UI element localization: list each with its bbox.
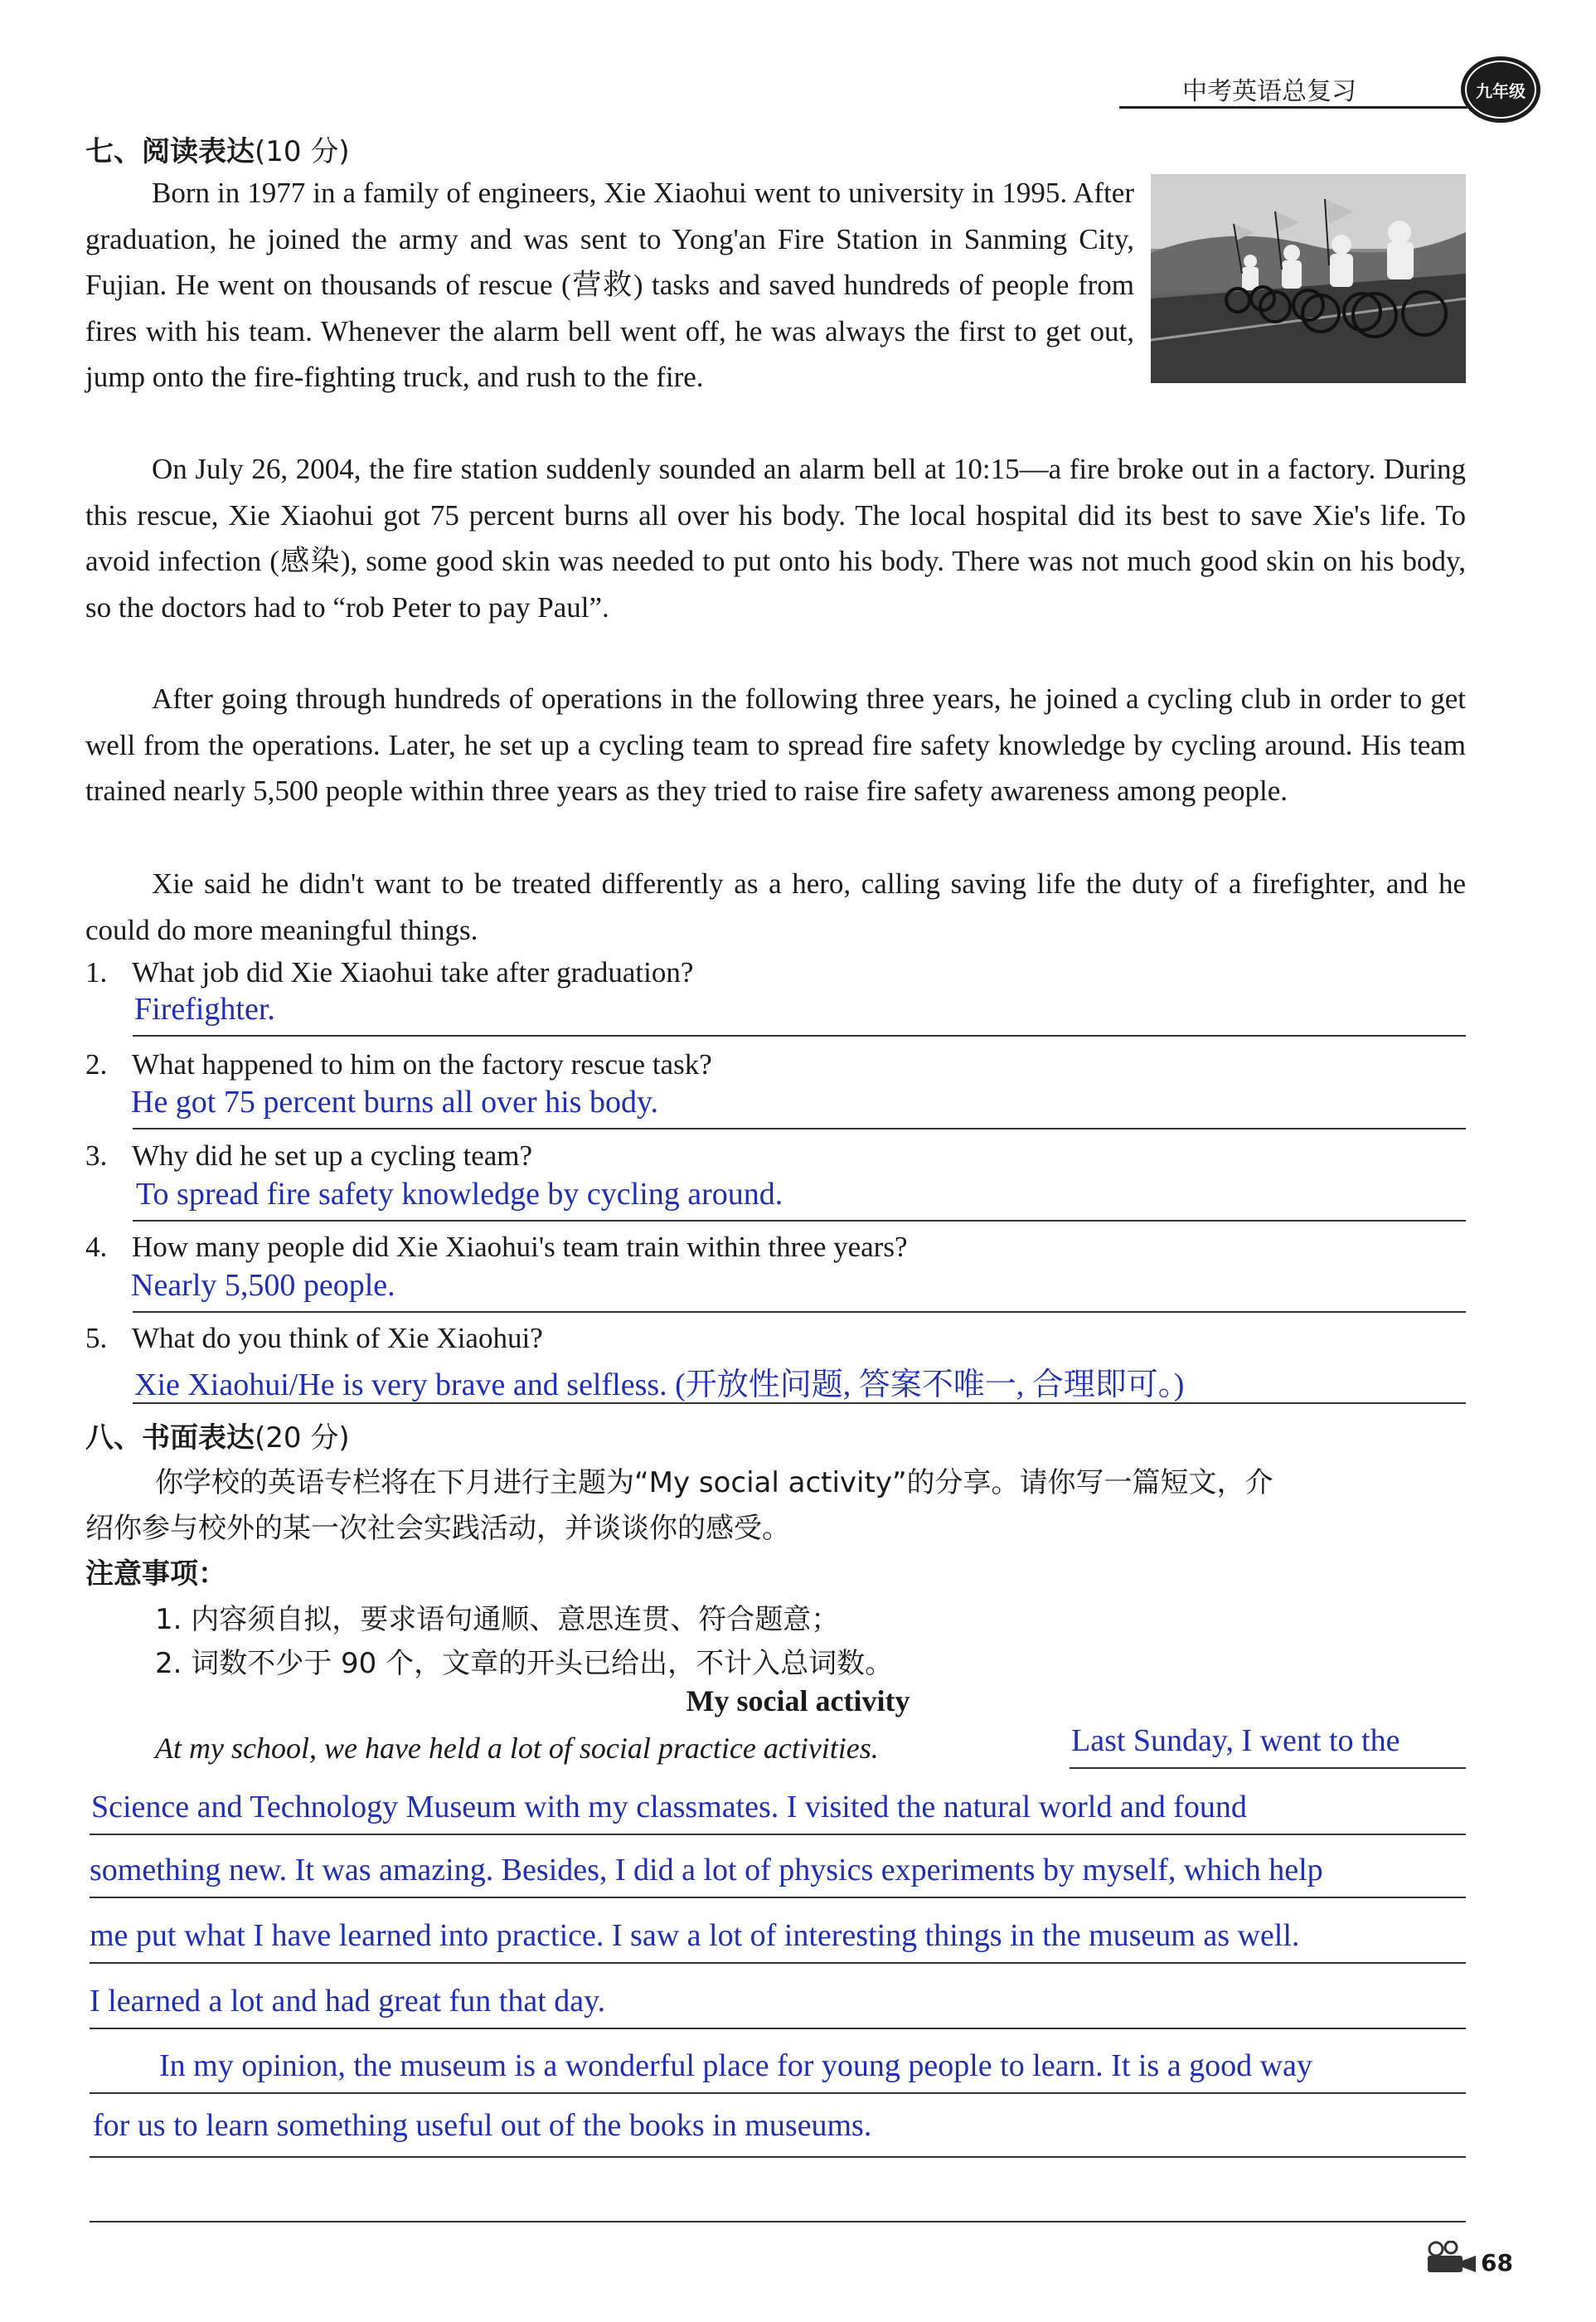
- question-number: 2.: [85, 1048, 108, 1081]
- essay-line-2: Science and Technology Museum with my classmates. I visited the natural world and found: [91, 1790, 1247, 1824]
- notes-title: 注意事项：: [85, 1557, 226, 1591]
- reading-heading-text: 七、阅读表达: [85, 135, 255, 168]
- question-4: [85, 1231, 907, 1264]
- answer-line: [133, 1311, 1466, 1313]
- reading-points: (10 分): [255, 135, 350, 168]
- answer-1: Firefighter.: [134, 992, 275, 1027]
- question-1: [85, 956, 693, 989]
- passage-paragraph-4: Xie said he didn't want to be treated differently as a hero, calling saving life the duty of a firefighter, and he could do more meaningful things.: [85, 867, 1466, 946]
- essay-line-7: for us to learn something useful out of the books in museums.: [93, 2108, 872, 2143]
- question-5: [85, 1322, 543, 1355]
- essay-line-1: Last Sunday, I went to the: [1071, 1723, 1400, 1758]
- question-number: 3.: [85, 1139, 108, 1172]
- reading-section-heading: [85, 129, 350, 169]
- passage-paragraph-1: Born in 1977 in a family of engineers, Xie Xiaohui went to university in 1995. After graduation, he joined the army and was sent to Yong'an Fire Station in Sanming City, Fujian. He went on thousands of rescue (营救) tasks and saved hundreds of people from fires with his team. Whenever the alarm bell went off, he was always the first to get out, jump onto the fire-fighting truck, and rush to the fire.: [85, 177, 1134, 393]
- writing-line: [90, 1897, 1466, 1898]
- writing-section-heading: [85, 1415, 350, 1455]
- writing-line: [90, 2092, 1466, 2094]
- note-2: 2. 词数不少于 90 个，文章的开头已给出，不计入总词数。: [155, 1647, 894, 1680]
- page-number: 68: [1481, 2249, 1513, 2276]
- answer-3: To spread fire safety knowledge by cycling around.: [136, 1177, 783, 1212]
- grade-badge: 九年级: [1461, 56, 1540, 123]
- cycling-team-photo: [1151, 174, 1466, 383]
- essay-line-3: something new. It was amazing. Besides, I did a lot of physics experiments by myself, which help: [90, 1853, 1323, 1887]
- writing-line: [90, 2028, 1466, 2029]
- question-number: 4.: [85, 1231, 108, 1263]
- answer-4: Nearly 5,500 people.: [131, 1268, 395, 1303]
- essay-title: My social activity: [686, 1684, 910, 1717]
- writing-line: [90, 1962, 1466, 1964]
- question-text: How many people did Xie Xiaohui's team train within three years?: [132, 1231, 908, 1263]
- header-rule: [1119, 106, 1467, 109]
- writing-points: (20 分): [255, 1421, 350, 1455]
- answer-line: [133, 1128, 1466, 1129]
- passage-paragraph-2: On July 26, 2004, the fire station suddenly sounded an alarm bell at 10:15—a fire broke out in a factory. During this rescue, Xie Xiaohui got 75 percent burns all over his body. The local hospital did its best to save Xie's life. To avoid infection (感染), some good skin was needed to put onto his body. There was not much good skin on his body, so the doctors had to “rob Peter to pay Paul”.: [85, 453, 1466, 624]
- writing-prompt-line-2: 绍你参与校外的某一次社会实践活动，并谈谈你的感受。: [85, 1512, 790, 1545]
- passage-paragraph-3: After going through hundreds of operations in the following three years, he joined a cycling club in order to get well from the operations. Later, he set up a cycling team to spread fire safety knowledge by cycling around. His team trained nearly 5,500 people within three years as they tried to raise fire safety awareness among people.: [85, 683, 1466, 807]
- essay-line-6: In my opinion, the museum is a wonderful place for young people to learn. It is a good way: [159, 2048, 1312, 2083]
- question-text: What job did Xie Xiaohui take after graduation?: [132, 956, 694, 989]
- answer-line: [133, 1035, 1466, 1037]
- essay-line-5: I learned a lot and had great fun that day.: [90, 1984, 606, 2018]
- essay-line-4: me put what I have learned into practice. I saw a lot of interesting things in the museum as well.: [90, 1918, 1300, 1953]
- answer-5: Xie Xiaohui/He is very brave and selfless. (开放性问题, 答案不唯一, 合理即可。): [134, 1367, 1185, 1402]
- question-text: Why did he set up a cycling team?: [132, 1139, 533, 1172]
- writing-heading-text: 八、书面表达: [85, 1421, 255, 1455]
- question-number: 5.: [85, 1322, 108, 1354]
- note-1: 1. 内容须自拟，要求语句通顺、意思连贯、符合题意；: [155, 1603, 840, 1636]
- answer-line: [133, 1402, 1466, 1404]
- question-3: [85, 1139, 532, 1173]
- writing-line: [90, 1834, 1466, 1835]
- writing-line: [90, 2221, 1466, 2222]
- writing-prompt-line-1: 你学校的英语专栏将在下月进行主题为“My social activity”的分享。请你写一篇短文，介: [155, 1466, 1273, 1499]
- question-text: What do you think of Xie Xiaohui?: [132, 1322, 543, 1354]
- question-number: 1.: [85, 956, 108, 989]
- projector-icon: [1423, 2241, 1477, 2278]
- cyclists-illustration: [1151, 174, 1466, 383]
- book-title: 中考英语总复习: [1182, 77, 1356, 106]
- question-text: What happened to him on the factory rescue task?: [132, 1048, 712, 1081]
- answer-line: [133, 1220, 1466, 1222]
- question-2: [85, 1048, 712, 1081]
- essay-given-opening: At my school, we have held a lot of social practice activities.: [155, 1732, 879, 1765]
- answer-2: He got 75 percent burns all over his body.: [131, 1085, 658, 1120]
- writing-line: [1070, 1767, 1466, 1769]
- writing-line: [90, 2156, 1466, 2158]
